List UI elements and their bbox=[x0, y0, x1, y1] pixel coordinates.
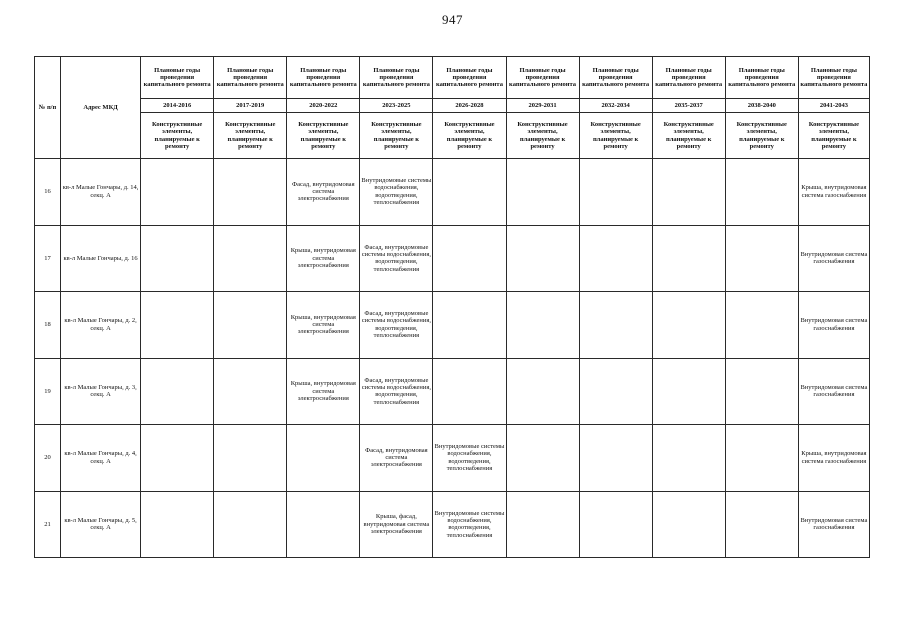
row-address: кв-л Малые Гончары, д. 5, секц. А bbox=[61, 491, 141, 558]
table-body bbox=[35, 159, 870, 558]
row-number: 17 bbox=[35, 225, 61, 292]
header-row-elements bbox=[35, 113, 870, 159]
header-row-periods bbox=[35, 99, 870, 113]
row-number: 18 bbox=[35, 292, 61, 359]
page-number: 947 bbox=[442, 12, 463, 27]
elements-header: Конструктивные элементы, планируемые к ремонту bbox=[433, 113, 506, 159]
repair-cell bbox=[506, 425, 579, 492]
period-header: 2020-2022 bbox=[287, 99, 360, 113]
column-header-period-title: Плановые годы проведения капитального ремонта bbox=[433, 57, 506, 99]
period-header: 2038-2040 bbox=[725, 99, 798, 113]
repair-cell bbox=[506, 491, 579, 558]
row-address: кв-л Малые Гончары, д. 16 bbox=[61, 225, 141, 292]
repair-cell: Крыша, внутридомовая система газоснабжения bbox=[798, 425, 869, 492]
repair-cell bbox=[141, 358, 214, 425]
repair-cell: Внутридомовые системы водоснабжения, водоотведения, теплоснабжения bbox=[360, 159, 433, 226]
repair-cell bbox=[214, 491, 287, 558]
repair-cell bbox=[725, 358, 798, 425]
column-header-period-title: Плановые годы проведения капитального ремонта bbox=[652, 57, 725, 99]
column-header-period-title: Плановые годы проведения капитального ремонта bbox=[506, 57, 579, 99]
repair-cell bbox=[287, 491, 360, 558]
table-row bbox=[35, 159, 870, 226]
column-header-period-title: Плановые годы проведения капитального ремонта bbox=[141, 57, 214, 99]
table-row bbox=[35, 358, 870, 425]
repair-cell bbox=[579, 225, 652, 292]
table-row bbox=[35, 225, 870, 292]
elements-header: Конструктивные элементы, планируемые к ремонту bbox=[141, 113, 214, 159]
period-header: 2032-2034 bbox=[579, 99, 652, 113]
table-row bbox=[35, 292, 870, 359]
row-address: кв-л Малые Гончары, д. 14, секц. А bbox=[61, 159, 141, 226]
repair-cell: Крыша, внутридомовая система электроснабжения bbox=[287, 358, 360, 425]
row-number: 21 bbox=[35, 491, 61, 558]
repair-cell bbox=[214, 292, 287, 359]
repair-cell bbox=[652, 425, 725, 492]
repair-cell bbox=[433, 159, 506, 226]
period-header: 2023-2025 bbox=[360, 99, 433, 113]
table-header bbox=[35, 57, 870, 159]
repair-cell: Крыша, фасад, внутридомовая система электроснабжения bbox=[360, 491, 433, 558]
repair-cell: Внутридомовые системы водоснабжения, водоотведения, теплоснабжения bbox=[433, 491, 506, 558]
elements-header: Конструктивные элементы, планируемые к ремонту bbox=[652, 113, 725, 159]
repair-cell: Внутридомовая система газоснабжения bbox=[798, 225, 869, 292]
capital-repair-plan-table bbox=[34, 56, 870, 558]
repair-cell bbox=[214, 225, 287, 292]
period-header: 2017-2019 bbox=[214, 99, 287, 113]
repair-cell bbox=[214, 425, 287, 492]
column-header-period-title: Плановые годы проведения капитального ремонта bbox=[287, 57, 360, 99]
column-header-period-title: Плановые годы проведения капитального ремонта bbox=[725, 57, 798, 99]
repair-cell bbox=[506, 358, 579, 425]
repair-cell bbox=[725, 425, 798, 492]
elements-header: Конструктивные элементы, планируемые к ремонту bbox=[798, 113, 869, 159]
column-header-number: № п/п bbox=[35, 57, 61, 159]
repair-cell bbox=[141, 425, 214, 492]
repair-cell: Внутридомовая система газоснабжения bbox=[798, 491, 869, 558]
row-number: 20 bbox=[35, 425, 61, 492]
repair-cell bbox=[433, 292, 506, 359]
repair-cell bbox=[141, 491, 214, 558]
repair-cell bbox=[433, 358, 506, 425]
repair-cell bbox=[214, 358, 287, 425]
repair-cell: Фасад, внутридомовая система электроснабжения bbox=[360, 425, 433, 492]
repair-cell: Крыша, внутридомовая система электроснабжения bbox=[287, 292, 360, 359]
repair-cell bbox=[433, 225, 506, 292]
repair-cell: Внутридомовая система газоснабжения bbox=[798, 358, 869, 425]
elements-header: Конструктивные элементы, планируемые к ремонту bbox=[214, 113, 287, 159]
repair-cell bbox=[506, 292, 579, 359]
repair-cell: Фасад, внутридомовые системы водоснабжения, водоотведения, теплоснабжения bbox=[360, 358, 433, 425]
column-header-address: Адрес МКД bbox=[61, 57, 141, 159]
period-header: 2029-2031 bbox=[506, 99, 579, 113]
repair-cell: Фасад, внутридомовые системы водоснабжения, водоотведения, теплоснабжения bbox=[360, 292, 433, 359]
row-address: кв-л Малые Гончары, д. 3, секц. А bbox=[61, 358, 141, 425]
repair-cell bbox=[652, 225, 725, 292]
column-header-period-title: Плановые годы проведения капитального ремонта bbox=[798, 57, 869, 99]
repair-cell bbox=[652, 491, 725, 558]
elements-header: Конструктивные элементы, планируемые к ремонту bbox=[506, 113, 579, 159]
repair-cell bbox=[725, 491, 798, 558]
repair-cell bbox=[141, 292, 214, 359]
repair-cell: Внутридомовая система газоснабжения bbox=[798, 292, 869, 359]
repair-cell bbox=[141, 225, 214, 292]
row-address: кв-л Малые Гончары, д. 2, секц. А bbox=[61, 292, 141, 359]
period-header: 2026-2028 bbox=[433, 99, 506, 113]
elements-header: Конструктивные элементы, планируемые к ремонту bbox=[725, 113, 798, 159]
repair-cell bbox=[725, 159, 798, 226]
repair-cell bbox=[506, 159, 579, 226]
repair-cell bbox=[652, 292, 725, 359]
table-row bbox=[35, 425, 870, 492]
elements-header: Конструктивные элементы, планируемые к ремонту bbox=[579, 113, 652, 159]
repair-cell bbox=[579, 358, 652, 425]
repair-cell bbox=[652, 159, 725, 226]
row-number: 16 bbox=[35, 159, 61, 226]
period-header: 2041-2043 bbox=[798, 99, 869, 113]
table-row bbox=[35, 491, 870, 558]
repair-cell: Фасад, внутридомовая система электроснабжения bbox=[287, 159, 360, 226]
repair-cell bbox=[579, 292, 652, 359]
repair-cell: Фасад, внутридомовые системы водоснабжения, водоотведения, теплоснабжения bbox=[360, 225, 433, 292]
header-row-titles bbox=[35, 57, 870, 99]
repair-cell bbox=[214, 159, 287, 226]
elements-header: Конструктивные элементы, планируемые к ремонту bbox=[287, 113, 360, 159]
period-header: 2035-2037 bbox=[652, 99, 725, 113]
repair-cell bbox=[579, 159, 652, 226]
repair-cell bbox=[725, 292, 798, 359]
period-header: 2014-2016 bbox=[141, 99, 214, 113]
repair-cell: Внутридомовые системы водоснабжения, водоотведения, теплоснабжения bbox=[433, 425, 506, 492]
column-header-period-title: Плановые годы проведения капитального ремонта bbox=[360, 57, 433, 99]
repair-cell bbox=[579, 491, 652, 558]
repair-cell bbox=[725, 225, 798, 292]
repair-cell bbox=[141, 159, 214, 226]
repair-cell: Крыша, внутридомовая система газоснабжения bbox=[798, 159, 869, 226]
row-address: кв-л Малые Гончары, д. 4, секц. А bbox=[61, 425, 141, 492]
elements-header: Конструктивные элементы, планируемые к ремонту bbox=[360, 113, 433, 159]
repair-cell bbox=[579, 425, 652, 492]
repair-cell bbox=[506, 225, 579, 292]
repair-cell bbox=[287, 425, 360, 492]
column-header-period-title: Плановые годы проведения капитального ремонта bbox=[579, 57, 652, 99]
column-header-period-title: Плановые годы проведения капитального ремонта bbox=[214, 57, 287, 99]
repair-cell: Крыша, внутридомовая система электроснабжения bbox=[287, 225, 360, 292]
row-number: 19 bbox=[35, 358, 61, 425]
repair-cell bbox=[652, 358, 725, 425]
